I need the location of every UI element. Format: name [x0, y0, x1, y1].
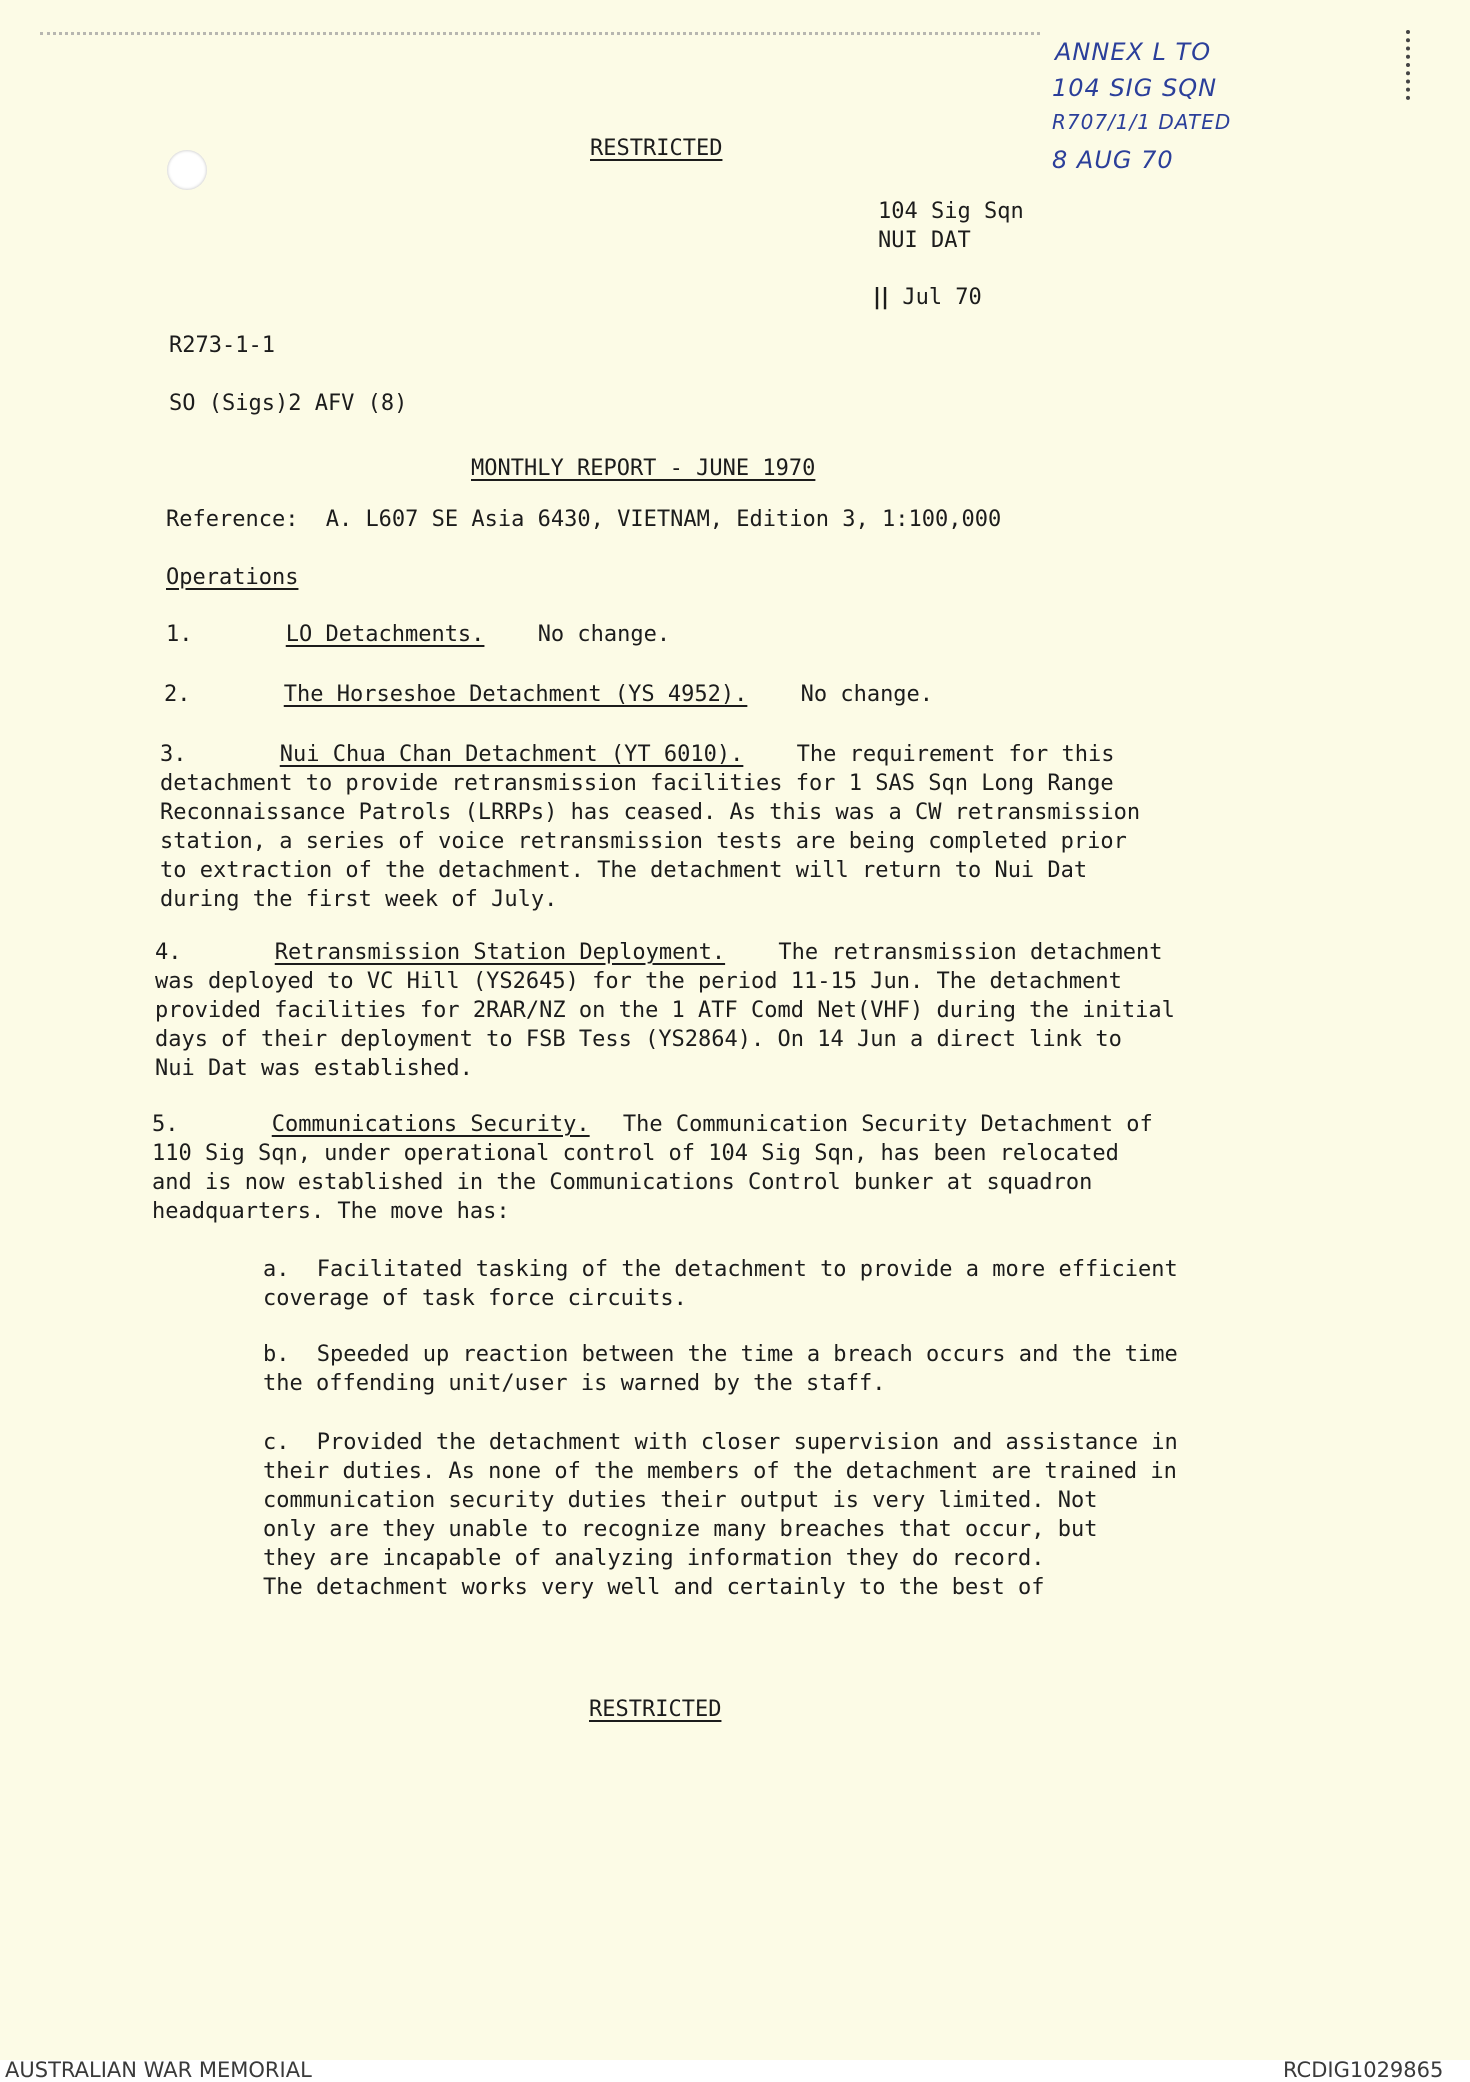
subitem-label: a. [263, 1257, 290, 1282]
reference-line [166, 505, 1001, 534]
item-first-line [155, 938, 1175, 967]
scan-artifact [1406, 30, 1414, 100]
reference-text: A. L607 SE Asia 6430, VIETNAM, Edition 3, 1:100,000 [325, 507, 1002, 532]
subitem-first-line [263, 1340, 1178, 1369]
item-1 [166, 620, 670, 649]
footer-left: AUSTRALIAN WAR MEMORIAL [5, 2058, 312, 2082]
item-text: The requirement for this [796, 742, 1115, 767]
item-text: No change. [800, 682, 934, 707]
sender-location: NUI DAT [878, 228, 971, 253]
item-line: provided facilities for 2RAR/NZ on the 1 ATF Comd Net(VHF) during the initial [155, 998, 1175, 1023]
classification-top: RESTRICTED [590, 136, 723, 161]
item-first-line [160, 740, 1140, 769]
subitem-line: communication security duties their output is very limited. Not [263, 1488, 1098, 1513]
item-text: The Communication Security Detachment of [622, 1112, 1153, 1137]
item-3 [160, 740, 1140, 914]
subitem-text: Facilitated tasking of the detachment to provide a more efficient [316, 1257, 1178, 1282]
item-heading: Retransmission Station Deployment. [274, 940, 726, 965]
subitem-c [263, 1428, 1178, 1602]
item-line: to extraction of the detachment. The detachment will return to Nui Dat [160, 858, 1088, 883]
punch-hole [167, 150, 207, 190]
item-2 [164, 680, 933, 709]
item-line: during the first week of July. [160, 887, 558, 912]
subitem-line: only are they unable to recognize many breaches that occur, but [263, 1517, 1098, 1542]
annotation-line-4: 8 AUG 70 [1052, 146, 1174, 174]
subitem-line: they are incapable of analyzing information they do record. [263, 1546, 1045, 1571]
item-line: detachment to provide retransmission facilities for 1 SAS Sqn Long Range [160, 771, 1114, 796]
item-line: headquarters. The move has: [152, 1199, 510, 1224]
subitem-line: the offending unit/user is warned by the staff. [263, 1371, 886, 1396]
addressee: SO (Sigs)2 AFV (8) [169, 391, 408, 416]
item-number: 4. [155, 940, 182, 965]
annotation-line-3: R707/1/1 DATED [1052, 110, 1232, 134]
subitem-text: Provided the detachment with closer supervision and assistance in [316, 1430, 1178, 1455]
sender-unit: 104 Sig Sqn [878, 199, 1024, 224]
item-heading: Nui Chua Chan Detachment (YT 6010). [279, 742, 744, 767]
item-text: The retransmission detachment [778, 940, 1163, 965]
date-handwritten-day: || [873, 285, 890, 310]
item-heading: Communications Security. [271, 1112, 590, 1137]
footer-right: RCDIG1029865 [1283, 2058, 1444, 2082]
subitem-line: their duties. As none of the members of the detachment are trained in [263, 1459, 1177, 1484]
date-month-year: Jul 70 [902, 285, 982, 310]
subitem-line: The detachment works very well and certainly to the best of [263, 1575, 1045, 1600]
item-line: 110 Sig Sqn, under operational control of 104 Sig Sqn, has been relocated [152, 1141, 1119, 1166]
report-title: MONTHLY REPORT - JUNE 1970 [471, 456, 816, 481]
scan-artifact [40, 32, 1040, 41]
subitem-first-line [263, 1428, 1178, 1457]
item-heading: The Horseshoe Detachment (YS 4952). [283, 682, 748, 707]
item-line: and is now established in the Communications Control bunker at squadron [152, 1170, 1093, 1195]
subitem-text: Speeded up reaction between the time a breach occurs and the time [316, 1342, 1178, 1367]
item-first-line [152, 1110, 1153, 1139]
item-heading: LO Detachments. [285, 622, 485, 647]
item-number: 5. [152, 1112, 179, 1137]
file-reference: R273-1-1 [169, 333, 275, 358]
item-number: 2. [164, 682, 191, 707]
letter-date [873, 283, 982, 312]
section-heading: Operations [166, 565, 299, 590]
item-line: was deployed to VC Hill (YS2645) for the period 11-15 Jun. The detachment [155, 969, 1122, 994]
item-line: Nui Dat was established. [155, 1056, 473, 1081]
item-number: 3. [160, 742, 187, 767]
annotation-line-2: 104 SIG SQN [1052, 74, 1218, 102]
subitem-label: b. [263, 1342, 290, 1367]
subitem-label: c. [263, 1430, 290, 1455]
item-line: Reconnaissance Patrols (LRRPs) has ceased. As this was a CW retransmission [160, 800, 1141, 825]
subitem-first-line [263, 1255, 1178, 1284]
item-4 [155, 938, 1175, 1083]
subitem-line: coverage of task force circuits. [263, 1286, 687, 1311]
item-number: 1. [166, 622, 193, 647]
annotation-line-1: ANNEX L TO [1055, 38, 1212, 66]
subitem-b [263, 1340, 1178, 1398]
item-5 [152, 1110, 1153, 1226]
item-line: station, a series of voice retransmission tests are being completed prior [160, 829, 1127, 854]
reference-label: Reference: [166, 507, 299, 532]
item-text: No change. [537, 622, 671, 647]
classification-bottom: RESTRICTED [589, 1697, 722, 1722]
subitem-a [263, 1255, 1178, 1313]
item-line: days of their deployment to FSB Tess (YS2864). On 14 Jun a direct link to [155, 1027, 1122, 1052]
